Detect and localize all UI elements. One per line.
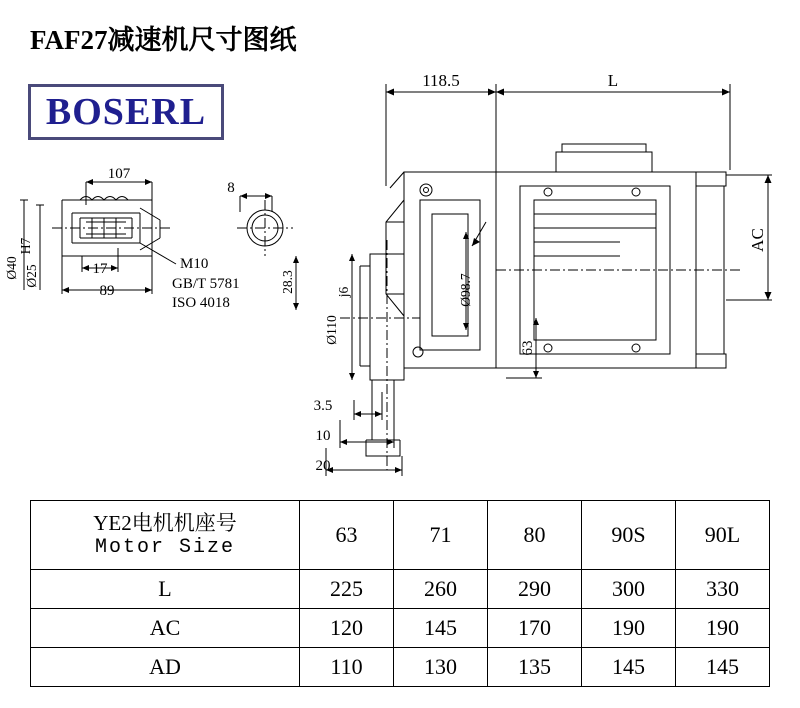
table-row: [31, 648, 770, 687]
motor-size-90l: 90L: [676, 501, 770, 570]
logo-text: BOSERL: [45, 91, 207, 133]
dim-89: 89: [99, 283, 115, 299]
spec-table: [30, 500, 770, 687]
dim-dia25h7-sup: H7: [18, 237, 33, 255]
table-row: [31, 609, 770, 648]
motor-size-90s: 90S: [582, 501, 676, 570]
motor-size-header-cn: YE2电机机座号: [93, 510, 237, 535]
cell-AC-63: 120: [300, 609, 394, 648]
dim-118-5: 118.5: [422, 71, 460, 90]
cell-L-71: 260: [394, 570, 488, 609]
cell-AC-80: 170: [488, 609, 582, 648]
dim-98-7: Ø98.7: [458, 273, 473, 307]
dim-3-5: 3.5: [313, 398, 333, 414]
cell-AC-71: 145: [394, 609, 488, 648]
dim-20: 20: [315, 458, 331, 474]
motor-size-63: 63: [300, 501, 394, 570]
dim-110j6-sup: j6: [336, 286, 351, 298]
cell-AD-80: 135: [488, 648, 582, 687]
row-label-AD: AD: [31, 648, 300, 687]
label-gbt5781: GB/T 5781: [172, 276, 240, 292]
motor-size-71: 71: [394, 501, 488, 570]
cell-AC-90s: 190: [582, 609, 676, 648]
dim-dia40: Ø40: [4, 256, 19, 280]
motor-size-80: 80: [488, 501, 582, 570]
dim-10: 10: [315, 428, 331, 444]
dim-17: 17: [92, 261, 108, 277]
dim-L: L: [607, 71, 619, 90]
row-label-AC: AC: [31, 609, 300, 648]
table-header-row: [31, 501, 770, 570]
cell-L-90l: 330: [676, 570, 770, 609]
dim-63: 63: [520, 340, 536, 356]
cell-AC-90l: 190: [676, 609, 770, 648]
cell-AD-71: 130: [394, 648, 488, 687]
cell-AD-90s: 145: [582, 648, 676, 687]
motor-size-header: [31, 501, 300, 570]
label-iso4018: ISO 4018: [172, 295, 230, 311]
label-m10: M10: [180, 256, 209, 272]
table-row: [31, 570, 770, 609]
dim-8: 8: [227, 180, 235, 196]
cell-AD-63: 110: [300, 648, 394, 687]
cell-L-63: 225: [300, 570, 394, 609]
motor-size-header-en: Motor Size: [94, 535, 236, 559]
cell-L-90s: 300: [582, 570, 676, 609]
page-title: FAF27减速机尺寸图纸: [30, 25, 297, 55]
dim-28-3: 28.3: [280, 270, 295, 294]
cell-AD-90l: 145: [676, 648, 770, 687]
dim-AC: AC: [748, 228, 767, 252]
dim-110j6: Ø110: [324, 315, 339, 345]
dim-107: 107: [107, 166, 131, 182]
dim-dia25h7: Ø25: [24, 264, 39, 288]
cell-L-80: 290: [488, 570, 582, 609]
row-label-L: L: [31, 570, 300, 609]
